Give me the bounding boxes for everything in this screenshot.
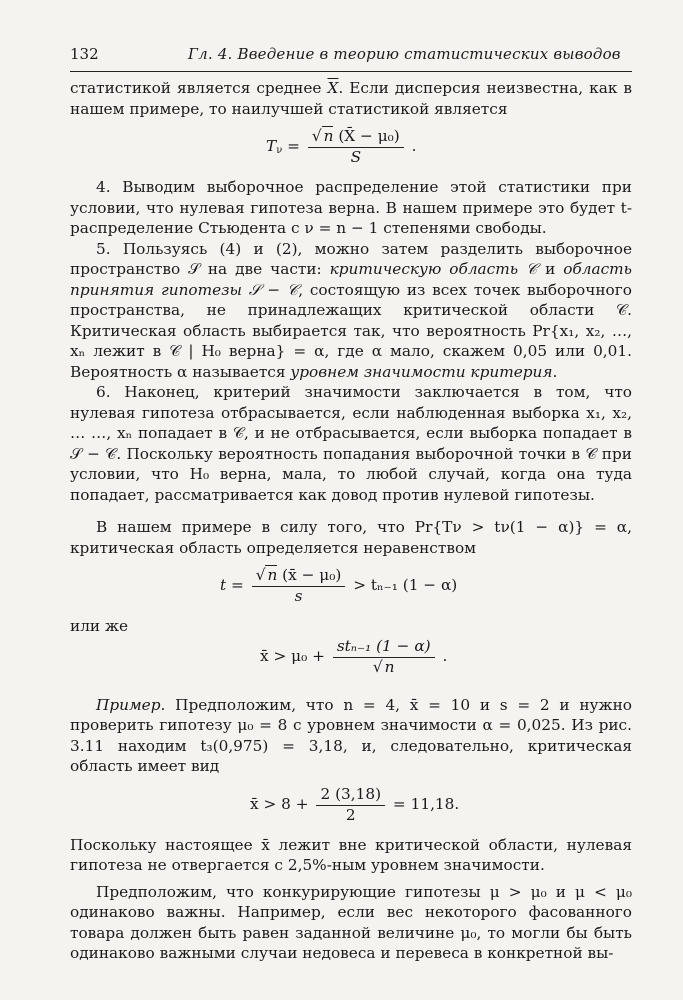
den: 2 <box>345 805 356 824</box>
paragraph: 6. Наконец, критерий значимости заключается в том, что нулевая гипотеза отбрасывается, если наблюденная выборка x₁, x₂, … …, xₙ попадает в 𝒞, и не отбрасывается, если выборка попадает в 𝒮 − 𝒞. Поскольку вероятность попадания выборочной точки в 𝒞 при условии, что H₀ верна, мала, то любой случай, когда она туда попадает, рассматривается как довод против нулевой гипотезы. <box>70 383 632 504</box>
text: . Если дисперсия неизвестна, как в нашем примере, то наилучшей статистикой является <box>70 79 632 118</box>
running-title: Гл. 4. Введение в теорию статистических выводов <box>188 45 621 63</box>
equation-1: $T_\nu$ = $\frac{\text{√ n (X̄ − μ₀)}}{S}$ . <box>266 127 417 166</box>
sqrt-arg: n <box>323 127 334 145</box>
paragraph <box>70 78 632 119</box>
sqrt-arg: n <box>384 657 395 676</box>
equation-4 <box>70 777 632 835</box>
term: уровнем значимости критерия <box>290 362 553 381</box>
paragraph: или же <box>70 617 129 635</box>
term: область принятия гипотезы 𝒮 − 𝒞 <box>70 260 632 299</box>
eq-lhs: t = <box>220 576 244 594</box>
fraction: $\frac{\text{√ n (x̄ − μ₀)}}{s}$ <box>252 566 346 606</box>
page-number: 132 <box>70 45 99 63</box>
eq-lhs: x̄ > μ₀ + <box>260 646 325 665</box>
text: и <box>537 260 564 278</box>
paragraph: 4. Выводим выборочное распределение этой статистики при условии, что нулевая гипотеза верна. В нашем примере это будет t-распределение Стьюдента с ν = n − 1 степенями свободы. <box>70 178 632 237</box>
header-rule <box>70 71 632 72</box>
text: статистикой является среднее <box>70 79 328 97</box>
den: S <box>350 148 362 166</box>
text: . <box>552 362 558 381</box>
paragraph: Поскольку настоящее x̄ лежит вне критической области, нулевая гипотеза не отвергается с 2,5%-ным уровнем значимости. <box>70 835 632 874</box>
eq-end: . <box>437 646 448 665</box>
eq-end: . <box>406 137 417 155</box>
num-rest: (x̄ − μ₀) <box>277 566 342 584</box>
eq-lhs: T <box>266 137 277 155</box>
eq-rhs: = 11,18. <box>388 794 460 813</box>
paragraph: Предположим, что конкурирующие гипотезы μ > μ₀ и μ < μ₀ одинаково важны. Например, если вес некоторого фасованного товара должен быть равен заданной величине μ₀, то могли бы быть одинаково важными случаи недовеса и перевеса в конкретной вы- <box>70 882 632 962</box>
text: 5. Пользуясь (4) и (2), можно затем разделить выборочное пространство 𝒮 на две части: <box>70 239 632 278</box>
fraction <box>316 785 385 825</box>
example-label: Пример. <box>96 695 166 714</box>
equation-3 <box>70 637 632 695</box>
equation-2 <box>70 558 632 616</box>
eq-rhs: > tₙ₋₁ (1 − α) <box>348 576 458 594</box>
num: stₙ₋₁ (1 − α) <box>333 637 435 658</box>
eq-lhs: x̄ > 8 + <box>250 794 309 813</box>
den: s <box>294 587 303 605</box>
paragraph <box>70 239 632 383</box>
fraction: $\frac{\text{√ n (X̄ − μ₀)}}{S}$ <box>308 127 404 167</box>
paragraph: В нашем примере в силу того, что Pr{Tν > tν(1 − α)} = α, критическая область определяется неравенством <box>70 518 632 557</box>
num: 2 (3,18) <box>316 785 385 806</box>
text: Предположим, что n = 4, x̄ = 10 и s = 2 и нужно проверить гипотезу μ₀ = 8 с уровнем значимости α = 0,025. Из рис. 3.11 находим t₃(0,975) = 3,18, и, следовательно, критическая область имеет вид <box>70 695 632 775</box>
eq-sub: ν <box>276 145 283 156</box>
paragraph <box>70 695 632 777</box>
fraction: $\frac{\text{stₙ₋₁ (1 − α)}}{√ n}$ <box>333 637 435 677</box>
term: критическую область 𝒞 <box>329 260 538 278</box>
sqrt-arg: n <box>267 566 278 584</box>
num-rest: (X̄ − μ₀) <box>333 127 400 145</box>
page-body <box>70 78 632 964</box>
x-bar-symbol: $\overline{X}$ <box>327 79 339 97</box>
text: , состоящую из всех точек выборочного пространства, не принадлежащих критической области 𝒞. Критическая область выбирается так, что вероятность Pr{x₁, x₂, …, xₙ лежит в 𝒞 | H₀ верна} = α, где α мало, скажем 0,05 или 0,01. Вероятность α называется <box>70 280 632 381</box>
